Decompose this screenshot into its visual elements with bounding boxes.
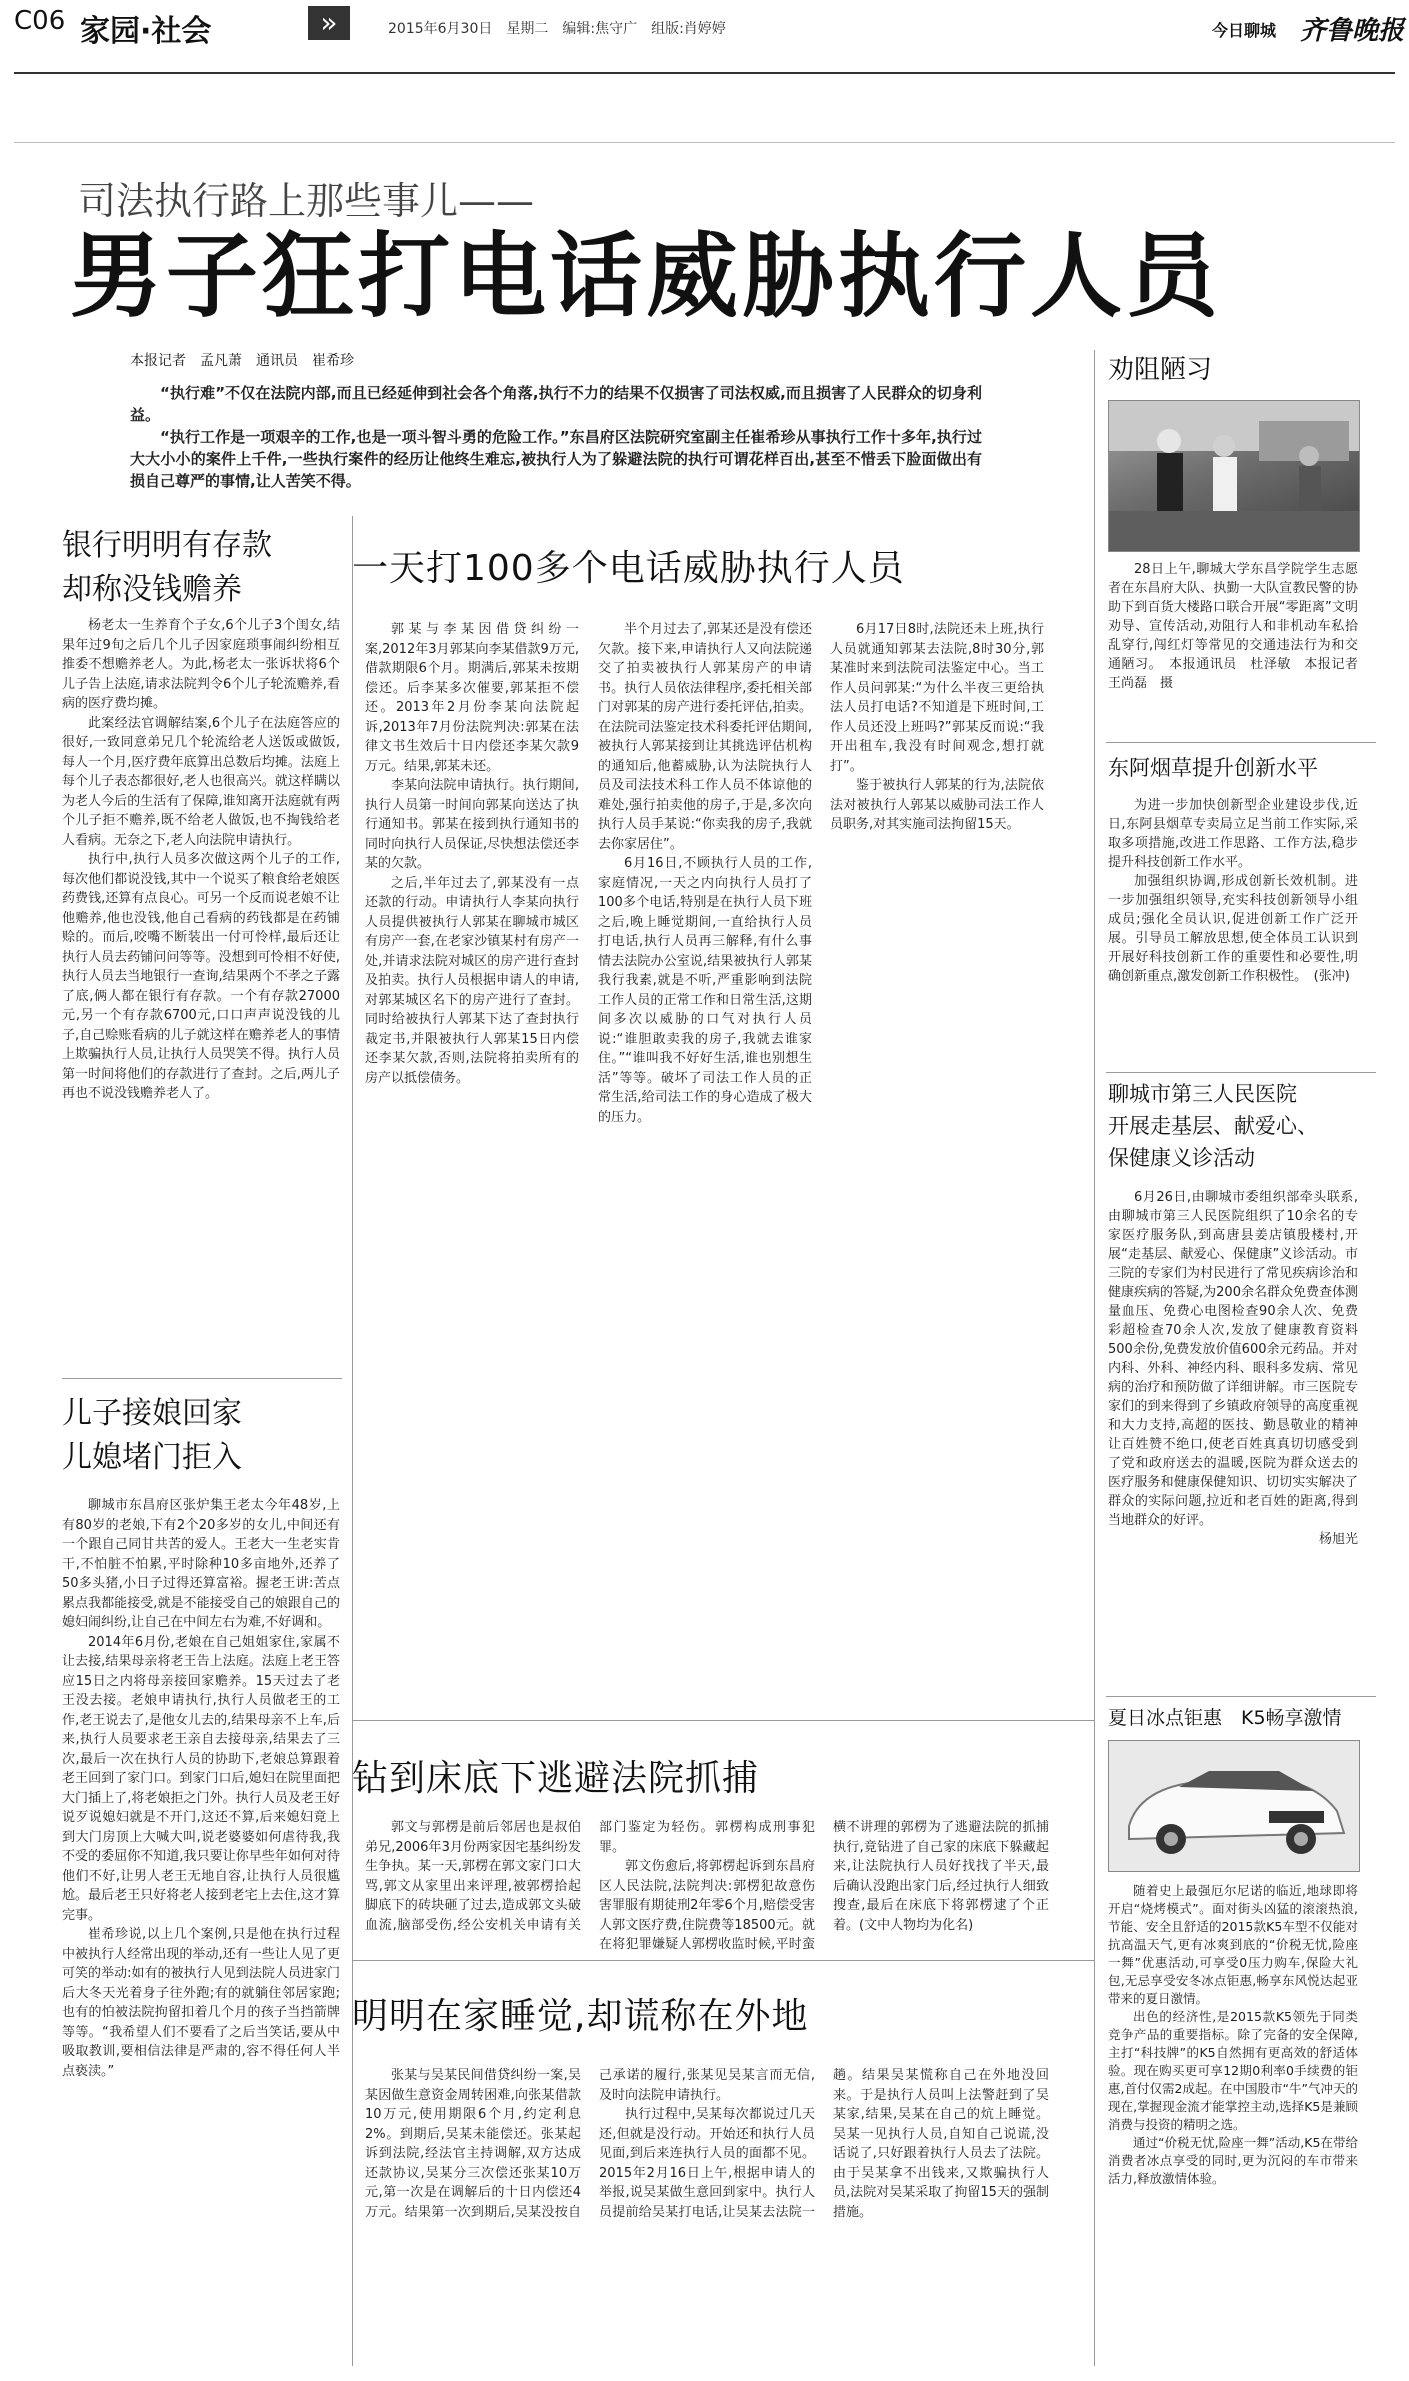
son-title-line: 儿子接娘回家: [62, 1396, 242, 1431]
page-number: C06: [14, 6, 66, 36]
header-rule-2: [14, 142, 1395, 143]
calls-para: 6月17日8时,法院还未上班,执行人员就通知郭某去法院,8时30分,郭某准时来到法院司法鉴定中心。当工作人员问郭某:“为什么半夜三更给执法人员打电话?不知道是下班时间,工作人员还没上班吗?”郭某反而说:“我开出租车,我没有时间观念,想打就打”。: [830, 622, 1044, 774]
lead-kicker: 司法执行路上那些事儿——: [78, 179, 535, 223]
hospital-title: [1108, 1078, 1368, 1174]
car-story: [1108, 1882, 1358, 2188]
hospital-title-line: 聊城市第三人民医院: [1108, 1082, 1297, 1106]
volunteer-photo: [1108, 400, 1360, 552]
car-photo-art: [1109, 1741, 1359, 1871]
lead-headline: 男子狂打电话威胁执行人员: [70, 223, 1223, 330]
tobacco-title: 东阿烟草提升创新水平: [1108, 756, 1318, 780]
sleep-title: 明明在家睡觉,却谎称在外地: [352, 1996, 809, 2037]
son-title-line: 儿媳堵门拒入: [62, 1440, 242, 1475]
calls-para: 半个月过去了,郭某还是没有偿还欠款。接下来,申请执行人又向法院递交了拍卖被执行人郭某房产的申请书。执行人员依法律程序,委托相关部门对郭某的房产进行委托评估,拍卖。在法院司法鉴定技术科委托评估期间,被执行人郭某接到让其挑选评估机构的通知后,他蓄威胁,认为法院执行人员及司法技术科工作人员不体谅他的难处,强行拍卖他的房子,于是,多次向执行人员手某说:“你卖我的房子,我就去你家居住”。: [598, 622, 812, 852]
son-para: 聊城市东昌府区张炉集王老太今年48岁,上有80岁的老娘,下有2个20多岁的女儿,中间还有一个跟自己同甘共苦的爱人。王老大一生老实肯干,不怕脏不怕累,平时除种10多亩地外,还养了50多头猪,小日子过得还算富裕。握老王讲:苦点累点我都能接受,就是不能接受自己的娘跟自己的媳妇闹纠纷,让自己在中间左右为难,不好调和。: [62, 1498, 340, 1630]
column-divider: [1094, 350, 1095, 2366]
bank-para: 杨老太一生养育个子女,6个儿子3个闺女,结果年过9旬之后几个儿子因家庭琐事闹纠纷相互推委不想赡养老人。为此,杨老太一张诉状将6个儿子告上法庭,请求法院判令6个儿子轮流赡养,看病的医疗费均摊。: [62, 618, 340, 711]
car-photo: [1108, 1740, 1360, 1872]
right-divider: [1106, 1072, 1376, 1073]
bank-para: 执行中,执行人员多次做这两个儿子的工作,每次他们都说没钱,其中一个说买了粮食给老娘医药费钱,还算有点良心。可另一个反而说老娘不让他赡养,他也没钱,他自己看病的药钱都是在药铺赊的。而后,咬嘴不断装出一付可怜样,最后还让执行人员去药铺问问等等。没想到可怜相不好使,执行人员去当地银行一查询,结果两个不孝之子露了底,俩人都在银行有存款。一个有存款27000元,另一个有存款6700元,口口声声说没钱的儿子,自己赊账看病的儿子就这样在赡养老人的事情上欺骗执行人员,让执行人员哭笑不得。执行人员第一时间将他们的存款进行了查封。之后,两儿子再也不说没钱赡养老人了。: [62, 852, 340, 1101]
photo-caption: [1108, 560, 1372, 693]
bank-story: [62, 616, 340, 1104]
lead-byline: 本报记者 孟凡萧 通讯员 崔希珍: [130, 353, 354, 369]
column-name: 今日聊城: [1212, 21, 1277, 40]
bed-title: 钻到床底下逃避法院抓捕: [352, 1758, 760, 1799]
sleep-story: [365, 2066, 1049, 2222]
calls-title: 一天打100多个电话威胁执行人员: [352, 548, 905, 589]
bank-para: 此案经法官调解结案,6个儿子在法庭答应的很好,一致同意弟兄几个轮流给老人送饭或做饭,每人一个月,医疗费年底算出总数后均摊。法庭上每个儿子表态都很好,老人也很高兴。就这样瞒以为老人今后的生活有了保障,谁知离开法庭就有两个儿子拒不赡养,既不给老人做饭,也不掏钱给老人看病。无奈之下,老人向法院申请执行。: [62, 715, 340, 848]
header-rule: [14, 72, 1395, 74]
sleep-para: 执行过程中,吴某每次都说过几天还,但就是没行动。开始还和执行人员见面,到后来连执行人员的面都不见。2015年2月16日上午,根据申请人的举报,说吴某做生意回到家中。执行人员提前给吴某打电话,让吴某去法院一趟。结果吴某慌称自己在外地没回来。于是执行人员叫上法警赶到了吴某家,结果,吴某在自己的炕上睡觉。吴某一见执行人员,自知自己说谎,没话说了,只好跟着执行人员去了法院。由于吴某拿不出钱来,又欺骗执行人员,法院对吴某采取了拘留15天的强制措施。: [599, 2068, 1049, 2220]
calls-para: 6月16日,不顾执行人员的工作,家庭情况,一天之内向执行人员打了100多个电话,特别是在执行人员下班之后,晚上睡觉期间,一直给执行人员打电话,执行人员再三解释,有什么事情去法院办公室说,结果被执行人郭某我行我素,就是不听,严重影响到法院工作人员的正常工作和日常生活,这期间多次以威胁的口气对执行人员说:“谁胆敢卖我的房子,我就去谁家住。”“谁叫我不好好生活,谁也别想生活”等等。破坏了司法工作人员的正常生活,给司法工作的身心造成了极大的压力。: [598, 856, 812, 1125]
column-divider: [352, 516, 353, 2366]
tobacco-para: 加强组织协调,形成创新长效机制。进一步加强组织领导,充实科技创新领导小组成员;强化全员认识,促进创新工作广泛开展。引导员工解放思想,使全体员工认识到开展好科技创新工作的重要性和必要性,明确创新重点,激发创新工作积极性。 (张冲): [1108, 874, 1358, 984]
section-name: 家园·社会: [80, 14, 212, 49]
car-para: 随着史上最强厄尔尼诺的临近,地球即将开启“烧烤模式”。面对街头凶猛的滚滚热浪,节能、安全且舒适的2015款K5车型不仅能对抗高温天气,更有冰爽到底的“价税无忧,险座一舞”优惠活动,可享受0压力购车,保险大礼包,无忌享受安冬冰点钜惠,畅享东风悦达起亚带来的夏日激情。: [1108, 1883, 1358, 2006]
calls-story-col3: [830, 620, 1044, 835]
newspaper-logo: 齐鲁晚报: [1300, 16, 1405, 46]
car-para: 通过“价税无忧,险座一舞”活动,K5在带给消费者冰点享受的同时,更为沉闷的车市带来活力,释放激情体验。: [1108, 2135, 1358, 2186]
calls-story-col1: [365, 620, 579, 1088]
hospital-title-line: 开展走基层、献爱心、: [1108, 1114, 1318, 1138]
calls-para: 之后,半年过去了,郭某没有一点还款的行动。申请执行人李某向执行人员提供被执行人郭某在聊城市城区有房产一套,在老家沙镇某村有房产一处,并请求法院对城区的房产进行查封及拍卖。执行人员根据申请人的申请,对郭某城区名下的房产进行了查封。同时给被执行人郭某下达了查封执行裁定书,并限被执行人郭某15日内偿还李某欠款,否则,法院将拍卖所有的房产以抵偿债务。: [365, 875, 579, 1086]
calls-para: 鉴于被执行人郭某的行为,法院依法对被执行人郭某以威胁司法工作人员职务,对其实施司法拘留15天。: [830, 778, 1044, 832]
right-divider: [1106, 1696, 1376, 1697]
bank-title: [62, 524, 342, 612]
calls-para: 李某向法院申请执行。执行期间,执行人员第一时间向郭某向送达了执行通知书。郭某在接到执行通知书的同时向执行人员保证,尽快想法偿还李某的欠款。: [365, 778, 579, 871]
middle-divider-2: [352, 1960, 1094, 1961]
son-para: 崔希珍说,以上几个案例,只是他在执行过程中被执行人经常出现的举动,还有一些让人见了更可笑的举动:如有的被执行人见到法院人员进家门后大冬天光着身子往外跑;有的就躺住邻居家跑;也有的怕被法院拘留扣着几个月的孩子当挡箭牌等等。“我希望人们不要看了之后当笑话,要从中吸取教训,要相信法律是严肃的,容不得任何人半点亵渎。”: [62, 1927, 340, 2079]
photo-title: 劝阻陋习: [1108, 355, 1213, 385]
lead-intro-para: “执行工作是一项艰辛的工作,也是一项斗智斗勇的危险工作。”东昌府区法院研究室副主任崔希珍从事执行工作十多年,执行过大大小小的案件上千件,一些执行案件的经历让他终生难忘,被执行人为了躲避法院的执行可谓花样百出,甚至不惜丢下脸面做出有损自己尊严的事情,让人苦笑不得。: [130, 428, 982, 490]
hospital-para: 6月26日,由聊城市委组织部牵头联系,由聊城市第三人民医院组织了10余名的专家医疗服务队,到高唐县姜店镇殷楼村,开展“走基层、献爱心、保健康”义诊活动。市三院的专家们为村民进行了常见疾病诊治和健康疾病的答疑,为200余名群众免费查体测量血压、免费心电图检查90余人次、免费彩超检查70余人次,发放了健康教育资料500余份,免费发放价值600余元药品。并对内科、外科、神经内科、眼科多发病、常见病的治疗和预防做了详细讲解。市三医院专家们的到来得到了乡镇政府领导的高度重视和大力支持,高超的医技、勤恳敬业的精神让百姓赞不绝口,使老百姓真真切切感受到了党和政府送去的温暖,医院为群众送去的医疗服务和健康保健知识、切切实实解决了群众的实际问题,拉近和老百姓的距离,得到当地群众的好评。: [1108, 1190, 1358, 1528]
tobacco-story: [1108, 796, 1358, 986]
son-para: 2014年6月份,老娘在自己姐姐家住,家属不让去接,结果母亲将老王告上法庭。法庭上老王答应15日之内将母亲接回家赡养。15天过去了老王没去接。老娘申请执行,执行人员做老王的工作,老王说去了,是他女儿去的,结果母亲不上车,后来,执行人员要求老王亲自去接母亲,结果去了三次,最后一次在执行人员的协助下,老娘总算跟着老王回到了家门口。到家门口后,媳妇在院里面把大门插上了,将老娘拒之门外。执行人员及老王好说歹说媳妇就是不开门,这还不算,后来媳妇竟上到大门房顶上大喊大叫,说老婆婆如何虐待我,我不受的委屈你不知道,我只要让你早些年如何对待他们不好,让男人老王无地自容,让执行人员很尴尬。最后老王只好将老人接到老宅上去住,这才算完事。: [62, 1634, 340, 1923]
lead-intro-para: “执行难”不仅在法院内部,而且已经延伸到社会各个角落,执行不力的结果不仅损害了司法权威,而且损害了人民群众的切身利益。: [130, 384, 982, 424]
hospital-author: 杨旭光: [1318, 1532, 1358, 1547]
son-story: [62, 1496, 340, 2081]
chevron-right-icon: »: [308, 6, 350, 40]
middle-divider: [352, 1720, 1094, 1721]
tobacco-para: 为进一步加快创新型企业建设步伐,近日,东阿县烟草专卖局立足当前工作实际,采取多项措施,改进工作思路、工作方法,稳步提升科技创新工作水平。: [1108, 798, 1358, 870]
hospital-story: [1108, 1188, 1358, 1549]
car-para: 出色的经济性,是2015款K5领先于同类竞争产品的重要指标。除了完备的安全保障,主打“科技牌”的K5自然拥有更高效的舒适体验。现在购买更可享12期0利率0手续费的钜惠,首付仅需2成起。在中国股市“牛”气冲天的现在,掌握现金流才能掌控主动,选择K5是兼顾消费与投资的精明之选。: [1108, 2009, 1358, 2132]
volunteer-photo-art: [1109, 401, 1359, 551]
left-divider: [62, 1378, 342, 1379]
calls-para: 郭某与李某因借贷纠纷一案,2012年3月郭某向李某借款9万元,借款期限6个月。期满后,郭某未按期偿还。后李某多次催要,郭某拒不偿还。2013年2月份李某向法院起诉,2013年7月份法院判决:郭某在法律文书生效后十日内偿还李某欠款9万元。结果,郭某未还。: [365, 622, 579, 774]
sleep-para: 张某与吴某民间借贷纠纷一案,吴某因做生意资金周转困难,向张某借款10万元,使用期限6个月,约定利息2%。到期后,吴某未能偿还。张某起诉到法院,经法官主持调解,双方达成还款协议,吴某分三次偿还张某10万元,第一次是在调解后的十日内偿还4万元。结果第一次到期后,吴某没按自己承诺的履行,张某见吴某言而无信,及时向法院申请执行。: [365, 2068, 815, 2220]
bed-para: 郭文与郭楞是前后邻居也是叔伯弟兄,2006年3月份两家因宅基纠纷发生争执。某一天,郭楞在郭文家门口大骂,郭文从家里出来评理,被郭楞拾起脚底下的砖块砸了过去,造成郭文头破血流,脑部受伤,经公安机关申请有关部门鉴定为轻伤。郭楞构成刑事犯罪。: [365, 1820, 815, 1933]
photo-caption-text: 28日上午,聊城大学东昌学院学生志愿者在东昌府大队、执勤一大队宣教民警的协助下到百货大楼路口联合开展“零距离”文明劝导、宣传活动,劝阻行人和非机动车私拾乱穿行,闯红灯等常见的交通违法行为和交通陋习。 本报通讯员 杜泽敏 本报记者 王尚磊 摄: [1108, 562, 1372, 691]
son-title: [62, 1392, 342, 1480]
calls-story-col2: [598, 620, 812, 1127]
hospital-title-line: 保健康义诊活动: [1108, 1146, 1255, 1170]
car-title: 夏日冰点钜惠 K5畅享激情: [1108, 1707, 1342, 1729]
bank-title-line: 却称没钱赡养: [62, 572, 242, 607]
bed-para: 郭文伤愈后,将郭楞起诉到东昌府区人民法院,法院判决:郭楞犯故意伤害罪服有期徒刑2年零6个月,赔偿受害人郭文医疗费,住院费等18500元。就在将犯罪嫌疑人郭楞收监时候,平时蛮横不讲理的郭楞为了逃避法院的抓捕执行,竟钻进了自己家的床底下躲藏起来,让法院执行人员好找找了半天,最后确认没跑出家门后,经过执行人细致搜查,最后在床底下将郭楞逮了个正着。(文中人物均为化名): [599, 1820, 1049, 1952]
lead-intro: [130, 382, 982, 492]
bed-story-col1: [365, 1818, 1049, 1955]
right-divider: [1106, 742, 1376, 743]
bank-title-line: 银行明明有存款: [62, 528, 272, 563]
date-line: 2015年6月30日 星期二 编辑:焦守广 组版:肖婷婷: [388, 21, 726, 37]
